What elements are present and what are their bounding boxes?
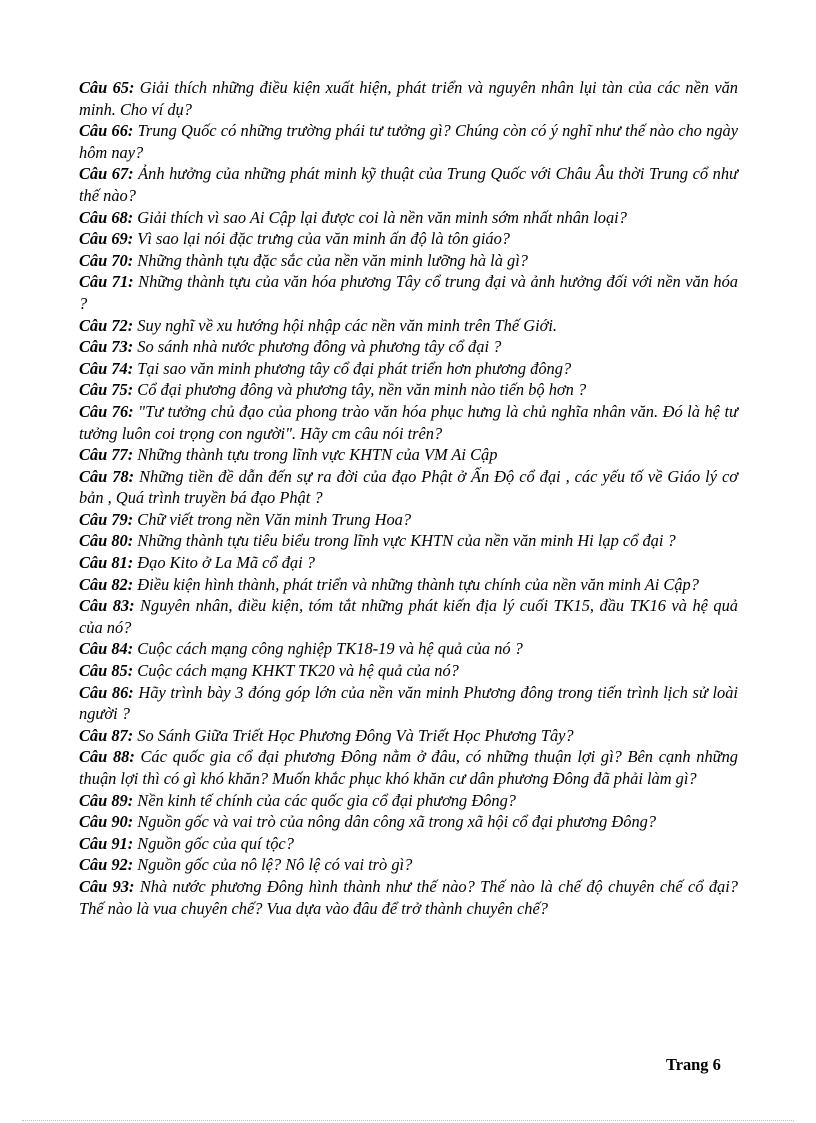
question-item xyxy=(79,660,738,682)
question-item xyxy=(79,336,738,358)
question-text: Vì sao lại nói đặc trưng của văn minh ấn độ là tôn giáo? xyxy=(133,229,511,249)
question-text: Những thành tựu đặc sắc của nền văn minh lưỡng hà là gì? xyxy=(133,250,528,270)
question-number: Câu 66: xyxy=(79,121,134,141)
question-number: Câu 70: xyxy=(79,250,134,270)
question-number: Câu 87: xyxy=(79,725,134,745)
question-item xyxy=(79,401,738,444)
question-number: Câu 76: xyxy=(79,401,134,421)
question-number: Câu 79: xyxy=(79,509,134,529)
question-text: Nguồn gốc và vai trò của nông dân công xã trong xã hội cổ đại phương Đông? xyxy=(133,812,657,832)
question-text: Cổ đại phương đông và phương tây, nền văn minh nào tiến bộ hơn ? xyxy=(133,380,587,400)
page-bottom-divider xyxy=(22,1120,794,1121)
question-item xyxy=(79,77,738,120)
question-item xyxy=(79,530,738,552)
page-number: Trang 6 xyxy=(666,1055,721,1074)
question-number: Câu 75: xyxy=(79,380,134,400)
question-item xyxy=(79,163,738,206)
question-number: Câu 89: xyxy=(79,790,134,810)
question-text: Những thành tựu tiêu biểu trong lĩnh vực KHTN của nền văn minh Hi lạp cổ đại ? xyxy=(133,531,676,551)
question-number: Câu 65: xyxy=(79,78,135,97)
question-number: Câu 68: xyxy=(79,207,134,227)
question-item xyxy=(79,854,738,876)
question-number: Câu 74: xyxy=(79,358,134,378)
question-number: Câu 67: xyxy=(79,164,134,184)
question-number: Câu 80: xyxy=(79,531,134,551)
question-text: Cuộc cách mạng công nghiệp TK18-19 và hệ quả của nó ? xyxy=(133,639,523,659)
question-number: Câu 77: xyxy=(79,445,134,465)
question-text: Các quốc gia cổ đại phương Đông nằm ở đâu, có những thuận lợi gì? Bên cạnh những thuận lợi thì có gì khó khăn? Muốn khắc phục khó khăn cư dân phương Đông đã phải làm gì? xyxy=(79,747,738,788)
question-text: "Tư tưởng chủ đạo của phong trào văn hóa phục hưng là chủ nghĩa nhân văn. Đó là hệ tư tưởng luôn coi trọng con người". Hãy cm câu nói trên? xyxy=(79,401,738,443)
question-text: Nguồn gốc của quí tộc? xyxy=(133,833,294,853)
question-text: Hãy trình bày 3 đóng góp lớn của nền văn minh Phương đông trong tiến trình lịch sử loài người ? xyxy=(79,682,738,724)
question-number: Câu 90: xyxy=(79,812,134,832)
question-number: Câu 93: xyxy=(79,876,135,896)
question-text: Giải thích những điều kiện xuất hiện, phát triển và nguyên nhân lụi tàn của các nền văn minh. Cho ví dụ? xyxy=(79,78,738,119)
question-item xyxy=(79,876,738,919)
question-item xyxy=(79,271,738,314)
question-text: Điều kiện hình thành, phát triển và những thành tựu chính của nền văn minh Ai Cập? xyxy=(133,574,699,594)
question-list xyxy=(79,77,738,919)
question-text: Trung Quốc có những trường phái tư tưởng gì? Chúng còn có ý nghĩ như thế nào cho ngày hôm nay? xyxy=(79,121,738,162)
question-item xyxy=(79,228,738,250)
question-number: Câu 83: xyxy=(79,596,135,616)
question-item xyxy=(79,811,738,833)
question-item xyxy=(79,746,738,789)
question-item xyxy=(79,574,738,596)
question-number: Câu 91: xyxy=(79,833,134,853)
question-text: Tại sao văn minh phương tây cổ đại phát triển hơn phương đông? xyxy=(133,358,572,378)
question-item xyxy=(79,833,738,855)
question-text: Những thành tựu của văn hóa phương Tây cổ trung đại và ảnh hưởng đối với nền văn hóa ? xyxy=(79,272,738,313)
question-text: Cuộc cách mạng KHKT TK20 và hệ quả của nó? xyxy=(133,661,459,681)
question-number: Câu 88: xyxy=(79,747,135,767)
question-text: Nhà nước phương Đông hình thành như thế nào? Thế nào là chế độ chuyên chế cổ đại? Thế nào là vua chuyên chế? Vua dựa vào đâu để trở thành chuyên chế? xyxy=(79,876,738,918)
question-number: Câu 82: xyxy=(79,574,134,594)
question-item xyxy=(79,444,738,466)
question-item xyxy=(79,638,738,660)
question-text: Nguồn gốc của nô lệ? Nô lệ có vai trò gì? xyxy=(133,855,413,875)
question-item xyxy=(79,552,738,574)
question-item xyxy=(79,379,738,401)
question-number: Câu 73: xyxy=(79,337,134,357)
question-text: So sánh nhà nước phương đông và phương tây cổ đại ? xyxy=(133,337,502,357)
question-text: So Sánh Giữa Triết Học Phương Đông Và Triết Học Phương Tây? xyxy=(133,725,574,745)
question-text: Những thành tựu trong lĩnh vực KHTN của VM Ai Cập xyxy=(133,445,498,465)
question-number: Câu 85: xyxy=(79,661,134,681)
question-item xyxy=(79,358,738,380)
question-item xyxy=(79,120,738,163)
question-text: Chữ viết trong nền Văn minh Trung Hoa? xyxy=(133,509,412,529)
question-item xyxy=(79,595,738,638)
question-number: Câu 86: xyxy=(79,682,134,702)
question-number: Câu 78: xyxy=(79,466,135,486)
question-text: Giải thích vì sao Ai Cập lại được coi là nền văn minh sớm nhất nhân loại? xyxy=(133,207,627,227)
question-text: Nguyên nhân, điều kiện, tóm tắt những phát kiến địa lý cuối TK15, đầu TK16 và hệ quả của nó? xyxy=(79,596,738,637)
question-number: Câu 69: xyxy=(79,229,134,249)
question-item xyxy=(79,682,738,725)
question-item xyxy=(79,509,738,531)
question-number: Câu 81: xyxy=(79,553,134,573)
question-number: Câu 92: xyxy=(79,855,134,875)
question-item xyxy=(79,250,738,272)
question-item xyxy=(79,790,738,812)
question-text: Những tiền đề dẫn đến sự ra đời của đạo Phật ở Ấn Độ cổ đại , các yếu tố về Giáo lý cơ bản , Quá trình truyền bá đạo Phật ? xyxy=(79,466,738,508)
question-item xyxy=(79,466,738,509)
question-item xyxy=(79,315,738,337)
question-number: Câu 72: xyxy=(79,315,134,335)
question-item xyxy=(79,725,738,747)
question-text: Ảnh hưởng của những phát minh kỹ thuật của Trung Quốc với Châu Âu thời Trung cổ như thế nào? xyxy=(79,164,738,205)
question-text: Nền kinh tế chính của các quốc gia cổ đại phương Đông? xyxy=(133,790,516,810)
question-number: Câu 71: xyxy=(79,272,134,292)
question-text: Đạo Kito ở La Mã cổ đại ? xyxy=(133,553,315,573)
question-item xyxy=(79,207,738,229)
question-number: Câu 84: xyxy=(79,639,134,659)
question-text: Suy nghĩ về xu hướng hội nhập các nền văn minh trên Thế Giới. xyxy=(133,315,558,335)
